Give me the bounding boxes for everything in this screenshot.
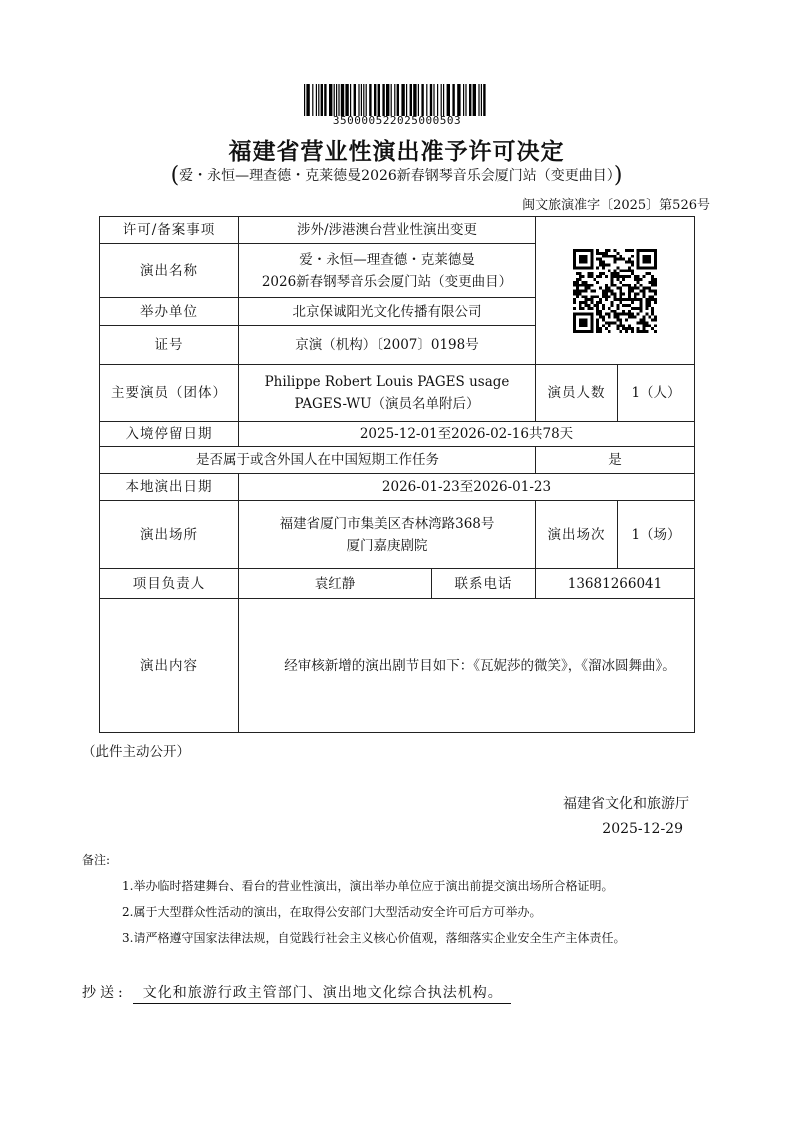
remark-item: 1.举办临时搭建舞台、看台的营业性演出，演出举办单位应于演出前提交演出场所合格证明。 [122,879,614,893]
qr-cell [536,217,695,365]
document-number: 闽文旅演准字〔2025〕第526号 [522,198,710,213]
show-count-value: 1（场） [618,501,695,569]
table-row [100,422,695,447]
subtitle-text: 爱・永恒—理查德・克莱德曼2026新春钢琴音乐会厦门站（变更曲目） [179,168,614,184]
show-name-line2: 2026新春钢琴音乐会厦门站（变更曲目） [261,273,513,290]
performer-count-value: 1（人） [618,365,695,422]
manager-value: 袁红静 [239,569,432,599]
table-row [100,474,695,501]
venue-line2: 厦门嘉庚剧院 [346,537,428,554]
content-value: 经审核新增的演出剧节目如下：《瓦妮莎的微笑》，《溜冰圆舞曲》。 [239,599,695,733]
barcode-number: 350000522025000503 [332,114,462,127]
performer-count-label: 演员人数 [536,365,618,422]
license-value: 京演（机构）〔2007〕0198号 [239,326,536,365]
organizer-value: 北京保诚阳光文化传播有限公司 [239,298,536,326]
table-row [100,599,695,733]
local-date-label: 本地演出日期 [100,474,239,501]
remark-item: 2.属于大型群众性活动的演出，在取得公安部门大型活动安全许可后方可举办。 [122,905,542,919]
performer-line1: Philippe Robert Louis PAGES usage [264,374,510,390]
stay-value: 2025-12-01至2026-02-16共78天 [239,422,695,447]
show-name-value [239,244,536,298]
cc-line [82,982,511,1004]
cc-value: 文化和旅游行政主管部门、演出地文化综合执法机构。 [133,982,511,1004]
foreign-work-value: 是 [536,447,695,474]
venue-value [239,501,536,569]
issue-date: 2025-12-29 [602,821,683,837]
phone-label: 联系电话 [432,569,536,599]
issuer: 福建省文化和旅游厅 [563,796,689,812]
document-title: 福建省营业性演出准予许可决定 [228,139,565,165]
venue-label: 演出场所 [100,501,239,569]
license-label: 证号 [100,326,239,365]
foreign-work-label: 是否属于或含外国人在中国短期工作任务 [100,447,536,474]
show-count-label: 演出场次 [536,501,618,569]
table-row [100,217,695,244]
document-subtitle: (爱・永恒—理查德・克莱德曼2026新春钢琴音乐会厦门站（变更曲目）) [170,163,623,188]
cc-label: 抄送: [82,985,127,1001]
content-label: 演出内容 [100,599,239,733]
remarks-label: 备注: [82,853,111,867]
table-row [100,569,695,599]
qr-code-icon [573,249,657,333]
table-row [100,365,695,422]
stay-label: 入境停留日期 [100,422,239,447]
show-name-line1: 爱・永恒—理查德・克莱德曼 [299,251,475,268]
phone-value: 13681266041 [536,569,695,599]
public-note: （此件主动公开） [82,744,190,760]
manager-label: 项目负责人 [100,569,239,599]
type-value: 涉外/涉港澳台营业性演出变更 [239,217,536,244]
performer-line2: PAGES-WU（演员名单附后） [294,396,480,412]
table-row [100,447,695,474]
organizer-label: 举办单位 [100,298,239,326]
barcode-icon [302,84,492,116]
remark-item: 3.请严格遵守国家法律法规，自觉践行社会主义核心价值观，落细落实企业安全生产主体责任。 [122,931,626,945]
performer-label: 主要演员（团体） [100,365,239,422]
type-label: 许可/备案事项 [100,217,239,244]
show-name-label: 演出名称 [100,244,239,298]
table-row [100,501,695,569]
performer-value [239,365,536,422]
local-date-value: 2026-01-23至2026-01-23 [239,474,695,501]
permit-table [99,216,695,733]
venue-line1: 福建省厦门市集美区杏林湾路368号 [279,515,495,532]
